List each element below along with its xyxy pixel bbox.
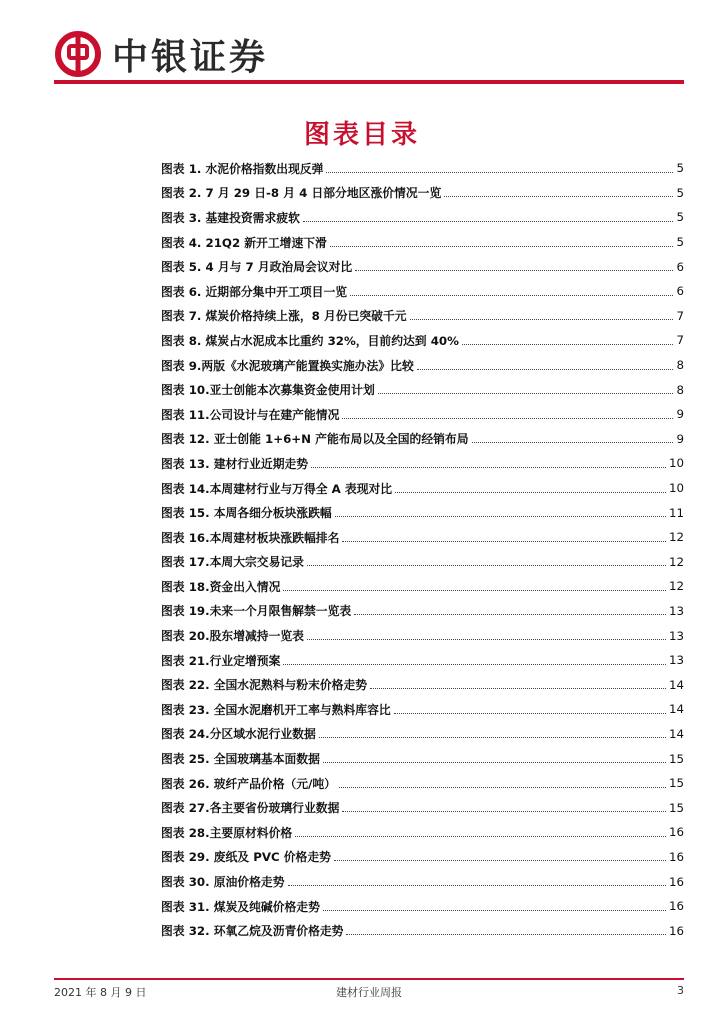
toc-entry-label[interactable]: 图表 2. 7 月 29 日-8 月 4 日部分地区涨价情况一览 [161, 186, 442, 201]
toc-entry-label[interactable]: 图表 17.本周大宗交易记录 [161, 555, 304, 570]
toc-entry[interactable] [161, 328, 684, 353]
toc-entry[interactable] [161, 722, 684, 747]
toc-entry-label[interactable]: 图表 31. 煤炭及纯碱价格走势 [161, 899, 320, 914]
toc-entry-page[interactable]: 13 [668, 628, 684, 643]
toc-entry-page[interactable]: 13 [668, 603, 684, 618]
toc-entry-page[interactable]: 14 [668, 702, 684, 717]
toc-entry[interactable] [161, 254, 684, 279]
toc-leader-dots [462, 344, 674, 345]
toc-leader-dots [283, 590, 666, 591]
toc-entry-page[interactable]: 15 [668, 751, 684, 766]
toc-entry[interactable] [161, 451, 684, 476]
toc-leader-dots [323, 762, 666, 763]
toc-entry[interactable] [161, 476, 684, 501]
toc-leader-dots [307, 639, 666, 640]
toc-entry-label[interactable]: 图表 11.公司设计与在建产能情况 [161, 407, 340, 422]
toc-entry[interactable] [161, 746, 684, 771]
toc-entry-label[interactable]: 图表 10.亚士创能本次募集资金使用计划 [161, 383, 375, 398]
toc-entry-label[interactable]: 图表 25. 全国玻璃基本面数据 [161, 752, 320, 767]
toc-entry-page[interactable]: 5 [676, 185, 684, 200]
toc-entry-label[interactable]: 图表 18.资金出入情况 [161, 579, 281, 594]
toc-entry-page[interactable]: 7 [676, 333, 684, 348]
toc-entry-page[interactable]: 10 [668, 456, 684, 471]
toc-entry-label[interactable]: 图表 9.两版《水泥玻璃产能置换实施办法》比较 [161, 358, 414, 373]
toc-leader-dots [303, 221, 674, 222]
toc-entry-page[interactable]: 15 [668, 800, 684, 815]
toc-entry-page[interactable]: 6 [676, 284, 684, 299]
toc-entry-label[interactable]: 图表 29. 废纸及 PVC 价格走势 [161, 850, 331, 865]
toc-leader-dots [339, 787, 666, 788]
toc-entry[interactable] [161, 623, 684, 648]
toc-entry-label[interactable]: 图表 28.主要原材料价格 [161, 825, 293, 840]
toc-entry[interactable] [161, 230, 684, 255]
toc-entry[interactable] [161, 377, 684, 402]
header-divider [54, 80, 684, 84]
toc-entry[interactable] [161, 918, 684, 943]
toc-entry[interactable] [161, 156, 684, 181]
toc-leader-dots [342, 541, 666, 542]
toc-entry[interactable] [161, 771, 684, 796]
toc-leader-dots [342, 418, 673, 419]
toc-entry[interactable] [161, 279, 684, 304]
toc-entry-page[interactable]: 11 [668, 505, 684, 520]
toc-entry-page[interactable]: 6 [676, 259, 684, 274]
toc-entry-page[interactable]: 5 [676, 235, 684, 250]
toc-entry-page[interactable]: 14 [668, 677, 684, 692]
toc-leader-dots [319, 737, 666, 738]
toc-entry-label[interactable]: 图表 20.股东增减持一览表 [161, 629, 304, 644]
toc-leader-dots [395, 492, 666, 493]
footer-date: 2021 年 8 月 9 日 [54, 986, 147, 999]
toc-entry-page[interactable]: 16 [668, 825, 684, 840]
toc-leader-dots [355, 270, 673, 271]
toc-leader-dots [417, 369, 674, 370]
toc-entry-page[interactable]: 16 [668, 923, 684, 938]
toc-entry-page[interactable]: 15 [668, 776, 684, 791]
toc-entry-label[interactable]: 图表 7. 煤炭价格持续上涨，8 月份已突破千元 [161, 309, 407, 324]
toc-entry-label[interactable]: 图表 23. 全国水泥磨机开工率与熟料库容比 [161, 702, 391, 717]
page-title: 图表目录 [303, 120, 420, 150]
toc-entry-page[interactable]: 14 [668, 726, 684, 741]
toc-entry-label[interactable]: 图表 26. 玻纤产品价格（元/吨） [161, 776, 336, 791]
toc-leader-dots [330, 246, 674, 247]
toc-entry-page[interactable]: 8 [676, 358, 684, 373]
toc-entry[interactable] [161, 205, 684, 230]
toc-entry-label[interactable]: 图表 27.各主要省份玻璃行业数据 [161, 801, 340, 816]
toc-entry[interactable] [161, 599, 684, 624]
toc-entry[interactable] [161, 795, 684, 820]
toc-entry[interactable] [161, 550, 684, 575]
toc-entry-page[interactable]: 16 [668, 849, 684, 864]
toc-leader-dots [288, 885, 666, 886]
toc-leader-dots [311, 467, 666, 468]
toc-leader-dots [370, 688, 666, 689]
toc-leader-dots [283, 664, 666, 665]
toc-entry-label[interactable]: 图表 4. 21Q2 新开工增速下滑 [161, 235, 327, 250]
toc-entry-page[interactable]: 5 [676, 210, 684, 225]
toc-entry-page[interactable]: 5 [676, 161, 684, 176]
toc-entry[interactable] [161, 500, 684, 525]
toc-entry-label[interactable]: 图表 21.行业定增预案 [161, 653, 281, 668]
toc-entry[interactable] [161, 697, 684, 722]
toc-leader-dots [378, 393, 674, 394]
toc-entry[interactable] [161, 402, 684, 427]
toc-entry-page[interactable]: 7 [676, 308, 684, 323]
toc-entry[interactable] [161, 427, 684, 452]
toc-leader-dots [394, 713, 666, 714]
toc-entry-label[interactable]: 图表 30. 原油价格走势 [161, 875, 285, 890]
toc-entry-label[interactable]: 图表 5. 4 月与 7 月政治局会议对比 [161, 260, 353, 275]
toc-entry-label[interactable]: 图表 14.本周建材行业与万得全 A 表现对比 [161, 481, 393, 496]
toc-entry-label[interactable]: 图表 19.未来一个月限售解禁一览表 [161, 604, 352, 619]
toc-entry-label[interactable]: 图表 32. 环氧乙烷及沥青价格走势 [161, 924, 344, 939]
toc-leader-dots [307, 565, 666, 566]
toc-entry[interactable] [161, 845, 684, 870]
toc-leader-dots [350, 295, 673, 296]
toc-entry-label[interactable]: 图表 24.分区域水泥行业数据 [161, 727, 316, 742]
toc-entry-label[interactable]: 图表 13. 建材行业近期走势 [161, 456, 309, 471]
toc-entry-page[interactable]: 12 [668, 579, 684, 594]
toc-entry-page[interactable]: 16 [668, 874, 684, 889]
table-of-figures [161, 156, 684, 943]
toc-entry[interactable] [161, 574, 684, 599]
toc-entry[interactable] [161, 181, 684, 206]
toc-entry[interactable] [161, 869, 684, 894]
toc-entry[interactable] [161, 672, 684, 697]
toc-entry[interactable] [161, 304, 684, 329]
toc-leader-dots [295, 836, 666, 837]
toc-entry[interactable] [161, 525, 684, 550]
toc-leader-dots [444, 196, 673, 197]
toc-entry-page[interactable]: 12 [668, 554, 684, 569]
toc-entry-label[interactable]: 图表 12. 亚士创能 1+6+N 产能布局以及全国的经销布局 [161, 432, 469, 447]
toc-entry-page[interactable]: 12 [668, 530, 684, 545]
footer-report-type: 建材行业周报 [336, 986, 402, 999]
header [54, 28, 268, 80]
toc-leader-dots [323, 910, 666, 911]
toc-entry-page[interactable]: 13 [668, 653, 684, 668]
toc-entry-label[interactable]: 图表 3. 基建投资需求疲软 [161, 210, 300, 225]
toc-leader-dots [334, 860, 666, 861]
toc-entry[interactable] [161, 648, 684, 673]
toc-entry-page[interactable]: 16 [668, 899, 684, 914]
toc-entry-label[interactable]: 图表 15. 本周各细分板块涨跌幅 [161, 506, 332, 521]
toc-leader-dots [472, 442, 674, 443]
toc-leader-dots [346, 934, 666, 935]
toc-leader-dots [335, 516, 666, 517]
footer-divider [54, 978, 684, 980]
toc-leader-dots [354, 614, 666, 615]
toc-entry-page[interactable]: 9 [676, 431, 684, 446]
toc-entry[interactable] [161, 353, 684, 378]
boc-logo-icon [54, 30, 102, 78]
footer-page-number: 3 [677, 984, 684, 997]
toc-entry-label[interactable]: 图表 16.本周建材板块涨跌幅排名 [161, 530, 340, 545]
toc-entry-label[interactable]: 图表 1. 水泥价格指数出现反弹 [161, 161, 324, 176]
toc-entry-page[interactable]: 8 [676, 382, 684, 397]
toc-entry-label[interactable]: 图表 22. 全国水泥熟料与粉末价格走势 [161, 678, 368, 693]
toc-entry-page[interactable]: 10 [668, 481, 684, 496]
toc-entry-label[interactable]: 图表 8. 煤炭占水泥成本比重约 32%，目前约达到 40% [161, 333, 459, 348]
toc-leader-dots [326, 172, 673, 173]
toc-leader-dots [342, 811, 666, 812]
toc-entry-page[interactable]: 9 [676, 407, 684, 422]
toc-leader-dots [410, 319, 674, 320]
toc-entry-label[interactable]: 图表 6. 近期部分集中开工项目一览 [161, 284, 348, 299]
brand-name: 中银证券 [112, 35, 269, 78]
toc-entry[interactable] [161, 820, 684, 845]
toc-entry[interactable] [161, 894, 684, 919]
